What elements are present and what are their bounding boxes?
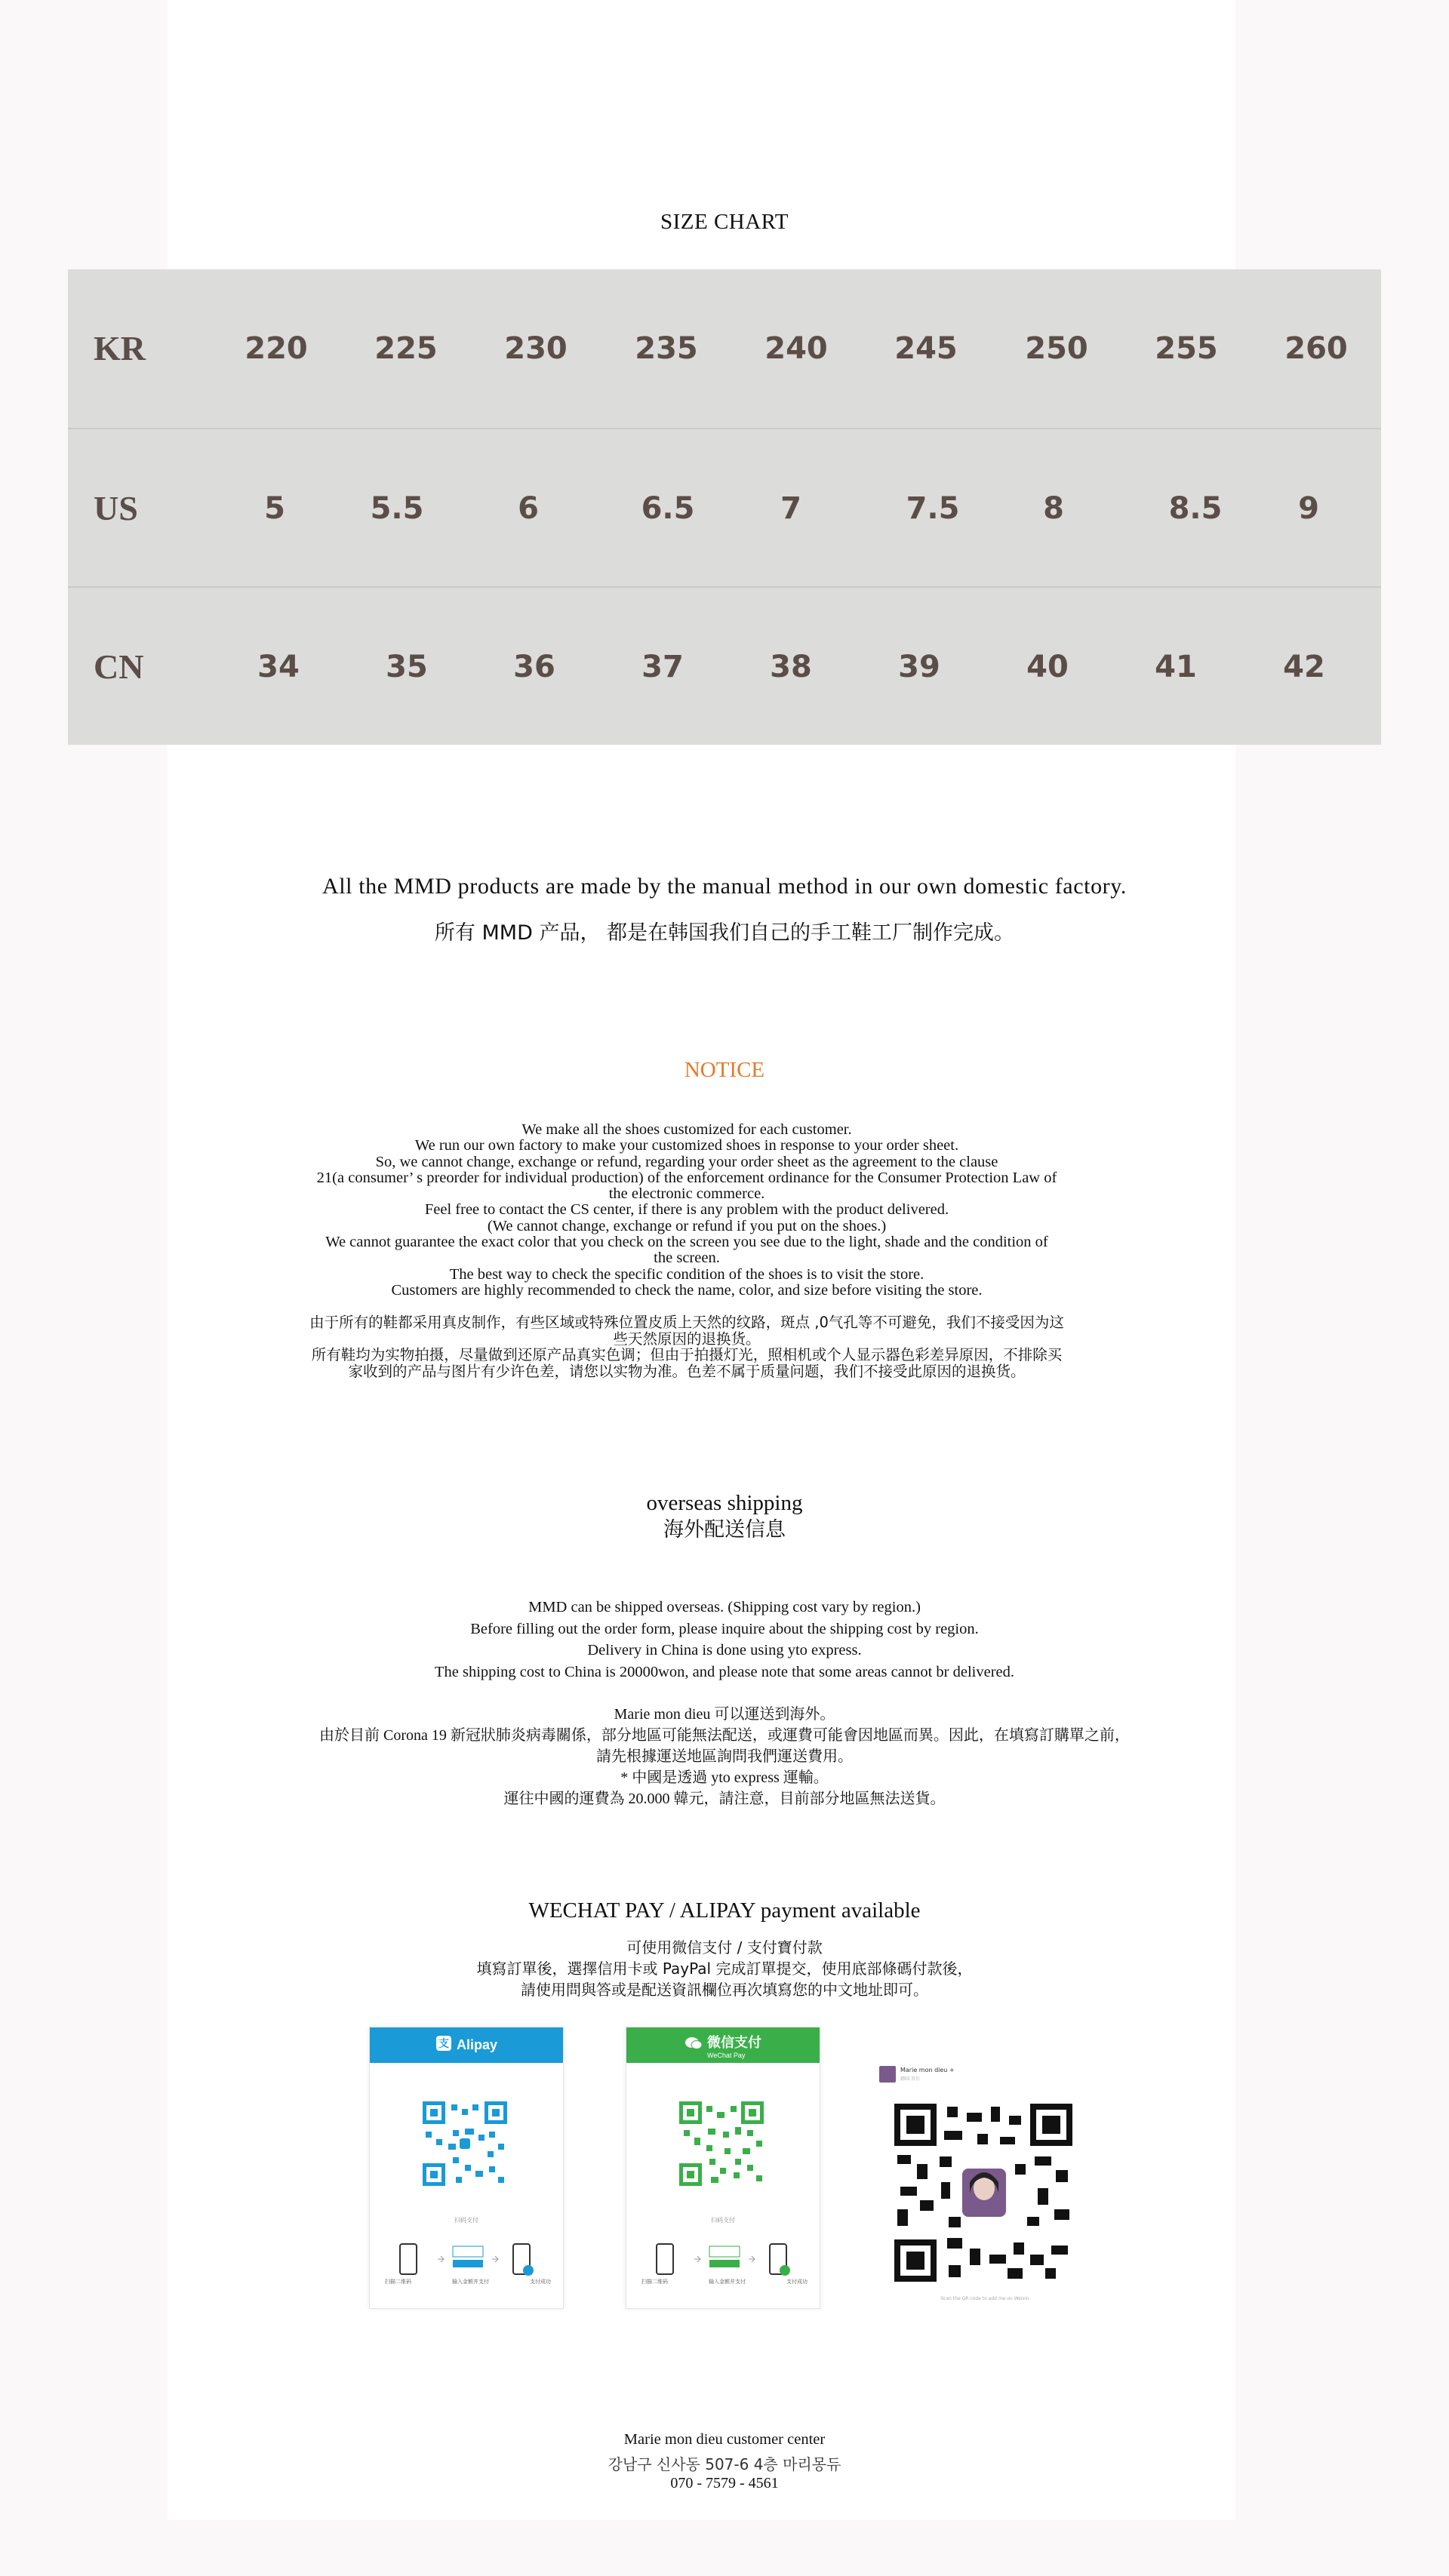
size-cell: 35 [386, 650, 428, 684]
alipay-logo-icon [435, 2035, 452, 2055]
alipay-label: Alipay [456, 2037, 498, 2052]
notice-text-cn [257, 1314, 1117, 1379]
size-chart-title: SIZE CHART [660, 210, 789, 234]
size-cell: 40 [1026, 650, 1069, 684]
shipping-title: overseas shipping [646, 1491, 803, 1515]
size-chart-table [68, 269, 1381, 745]
wechatpay-qr-code[interactable] [679, 2101, 764, 2186]
footer-title: Marie mon dieu customer center [623, 2431, 826, 2448]
wechatpay-qr-card [626, 2027, 820, 2309]
size-row-label: KR [94, 329, 146, 367]
notice-line: 家收到的产品与图片有少许色差，请您以实物为准。色差不属于质量问题，我们不接受此原因的退换货。 [348, 1362, 1026, 1380]
payment-text-cn [0, 1937, 1449, 2000]
size-cell: 41 [1155, 650, 1197, 684]
shipping-text-en [0, 1597, 1449, 1683]
shipping-title-cn: 海外配送信息 [663, 1518, 786, 1542]
shipping-line: The shipping cost to China is 20000won, and please note that some areas cannot br delivered. [435, 1663, 1014, 1680]
payment-line: 請使用問與答或是配送資訊欄位再次填寫您的中文地址即可。 [521, 1981, 928, 1999]
alipay-qr-code[interactable] [423, 2101, 507, 2186]
notice-line: Feel free to contact the CS center, if there is any problem with the product delivered. [424, 1201, 949, 1219]
size-cell: 6 [518, 491, 539, 526]
wechat-profile-name: Marie mon dieu + [900, 2067, 955, 2073]
size-row-cn [68, 586, 1381, 746]
size-cell: 37 [641, 650, 684, 684]
step-label: 支付成功 [530, 2279, 551, 2285]
size-cell: 220 [245, 331, 308, 366]
notice-title: NOTICE [684, 1058, 765, 1082]
size-cell: 36 [513, 650, 555, 684]
size-cell: 42 [1283, 650, 1325, 684]
wechat-logo-icon [685, 2036, 703, 2055]
notice-line: The best way to check the specific condition of the shoes is to visit the store. [449, 1265, 924, 1283]
notice-line: the electronic commerce. [608, 1185, 765, 1203]
payment-line: 可使用微信支付 / 支付寶付款 [626, 1938, 823, 1957]
size-cell: 34 [257, 650, 300, 684]
footer-address: 강남구 신사동 507-6 4층 마리몽듀 [608, 2455, 841, 2473]
size-row-label: US [94, 489, 138, 527]
notice-line: 些天然原因的退换货。 [613, 1329, 761, 1348]
size-cell: 7 [780, 491, 801, 526]
size-cell: 5.5 [370, 491, 424, 526]
shipping-line: 請先根據運送地區詢問我們運送費用。 [596, 1748, 853, 1765]
shipping-line: MMD can be shipped overseas. (Shipping cost vary by region.) [528, 1599, 921, 1615]
size-cell: 7.5 [906, 491, 960, 526]
alipay-caption: 扫码支付 [454, 2217, 478, 2224]
avatar [879, 2066, 896, 2083]
shipping-line: Delivery in China is done using yto express. [587, 1642, 862, 1658]
shipping-line: Before filling out the order form, please inquire about the shipping cost by region. [470, 1620, 979, 1637]
wechatpay-steps-labels [641, 2278, 808, 2286]
wechatpay-label: 微信支付 [707, 2034, 761, 2050]
alipay-header [370, 2027, 563, 2063]
notice-line: 所有鞋均为实物拍摄，尽量做到还原产品真实色调；但由于拍摄灯光，照相机或个人显示器色彩差异原因，不排除买 [311, 1346, 1063, 1363]
step-label: 输入金额并支付 [452, 2279, 489, 2285]
size-cell: 260 [1284, 331, 1348, 366]
wechatpay-label-group [707, 2032, 761, 2059]
size-cell: 235 [635, 331, 698, 366]
manual-method-text: All the MMD products are made by the manual method in our own domestic factory. [321, 874, 1128, 899]
notice-line: 21(a consumer’ s preorder for individual production) of the enforcement ordinance for the Consumer Protection Law of [316, 1169, 1057, 1186]
wechatpay-header [626, 2027, 820, 2063]
wechat-profile-hint: Scan the QR code to add me on Weixin [940, 2296, 1029, 2301]
size-cell: 250 [1025, 331, 1088, 366]
shipping-line: Marie mon dieu 可以運送到海外。 [614, 1706, 835, 1723]
payment-line: 填寫訂單後，選擇信用卡或 PayPal 完成訂單提交，使用底部條碼付款後， [476, 1960, 973, 1978]
notice-text-en [257, 1122, 1117, 1299]
wechat-profile-region: 韩国 首尔 [900, 2076, 920, 2082]
notice-line: So, we cannot change, exchange or refund, regarding your order sheet as the agreement to the clause [375, 1153, 998, 1170]
shipping-text-cn [0, 1704, 1449, 1809]
wechatpay-sublabel: WeChat Pay [707, 2051, 746, 2059]
shipping-line: * 中國是透過 yto express 運輸。 [620, 1769, 829, 1786]
size-cell: 240 [764, 331, 828, 366]
size-cell: 8.5 [1168, 491, 1223, 526]
shipping-line: 運往中國的運費為 20.000 韓元，請注意，目前部分地區無法送貨。 [503, 1791, 946, 1807]
step-label: 扫描二维码 [641, 2279, 668, 2285]
footer-phone[interactable]: 070 - 7579 - 4561 [670, 2475, 779, 2491]
step-label: 输入金额并支付 [709, 2279, 746, 2285]
size-row-kr [68, 269, 1381, 428]
step-label: 支付成功 [786, 2279, 808, 2285]
size-cell: 6.5 [641, 491, 695, 526]
alipay-qr-card [369, 2027, 564, 2309]
size-cell: 245 [894, 331, 958, 366]
wechat-profile-card [879, 2066, 1106, 2307]
size-cell: 39 [898, 650, 940, 684]
size-cell: 5 [264, 491, 285, 526]
size-cell: 255 [1155, 331, 1218, 366]
notice-line: We cannot guarantee the exact color that you check on the screen you see due to the light, shade and the condition of [325, 1234, 1048, 1251]
wechat-profile-qr-code[interactable] [894, 2104, 1072, 2282]
size-row-label: CN [94, 647, 144, 686]
wechatpay-caption: 扫码支付 [711, 2217, 735, 2224]
manual-method-text-cn: 所有 MMD 产品， 都是在韩国我们自己的手工鞋工厂制作完成。 [434, 921, 1015, 945]
size-cell: 8 [1043, 491, 1064, 526]
shipping-line: 由於目前 Corona 19 新冠狀肺炎病毒關係，部分地區可能無法配送，或運費可能會因地區而異。因此，在填寫訂購單之前， [319, 1727, 1130, 1744]
step-label: 扫描二维码 [385, 2279, 411, 2285]
size-row-us [68, 428, 1381, 588]
alipay-steps-labels [385, 2278, 551, 2286]
notice-line: We make all the shoes customized for each customer. [521, 1121, 852, 1138]
notice-line: 由于所有的鞋都采用真皮制作，有些区域或特殊位置皮质上天然的纹路，斑点 ,0气孔等不可避免，我们不接受因为这 [309, 1314, 1064, 1331]
size-cell: 230 [504, 331, 568, 366]
notice-line: (We cannot change, exchange or refund if you put on the shoes.) [487, 1217, 887, 1234]
payment-title: WECHAT PAY / ALIPAY payment available [528, 1898, 921, 1923]
size-cell: 225 [374, 331, 438, 366]
size-cell: 9 [1298, 491, 1319, 526]
notice-line: the screen. [654, 1250, 720, 1267]
svg-text:支: 支 [438, 2037, 449, 2049]
notice-line: We run our own factory to make your customized shoes in response to your order sheet. [414, 1137, 959, 1154]
size-cell: 38 [770, 650, 812, 684]
notice-line: Customers are highly recommended to check the name, color, and size before visiting the store. [391, 1281, 983, 1299]
